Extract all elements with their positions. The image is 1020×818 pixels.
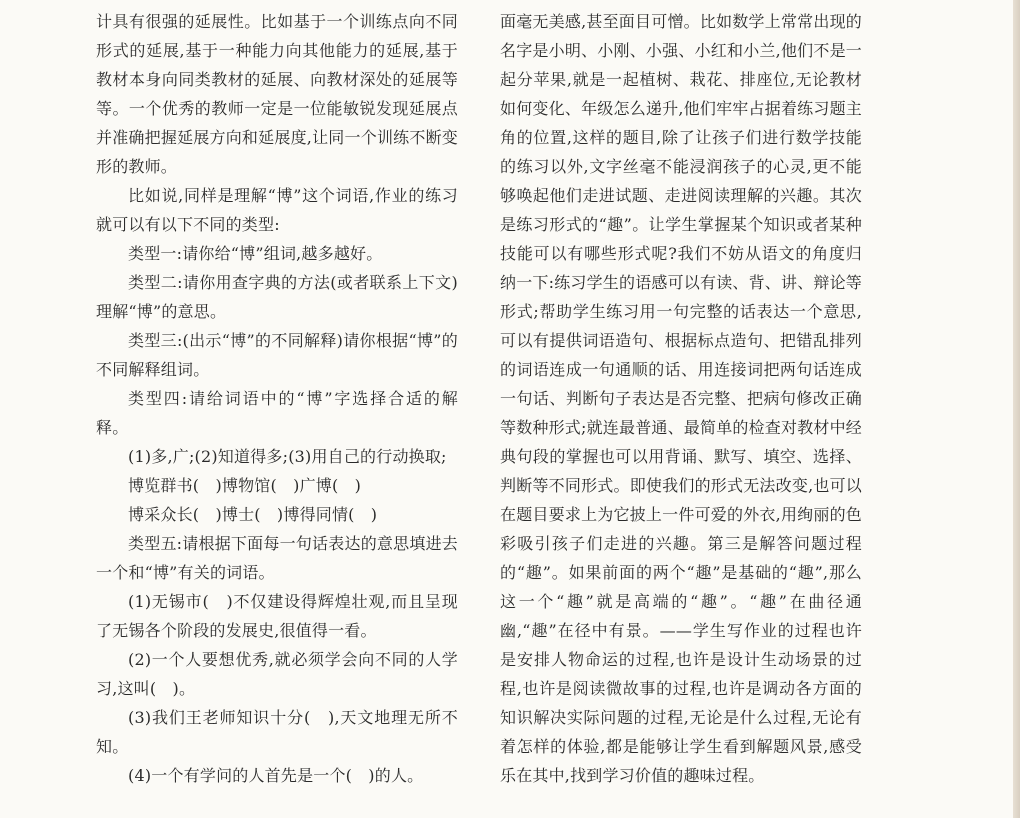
paragraph: 计具有很强的延展性。比如基于一个训练点向不同形式的延展,基于一种能力向其他能力的延展,基于教材本身向同类教材的延展、向教材深处的延展等等。一个优秀的教师一定是一位能敏锐发现延展点并准确把握延展方向和延展度,让同一个训练不断变形的教师。 — [96, 12, 458, 176]
left-text-column — [96, 7, 458, 790]
paragraph: 博采众长( )博士( )博得同情( ) — [128, 505, 378, 524]
paragraph: 博览群书( )博物馆( )广博( ) — [128, 476, 362, 495]
paragraph: 类型四:请给词语中的“博”字选择合适的解释。 — [96, 389, 458, 437]
paragraph: (4)一个有学问的人首先是一个( )的人。 — [128, 766, 424, 785]
paragraph: 类型一:请你给“博”组词,越多越好。 — [128, 244, 383, 263]
paragraph: 比如说,同样是理解“博”这个词语,作业的练习就可以有以下不同的类型: — [96, 186, 458, 234]
paragraph: 类型五:请根据下面每一句话表达的意思填进去一个和“博”有关的词语。 — [96, 534, 458, 582]
page-edge — [1013, 0, 1020, 818]
paragraph: (1)多,广;(2)知道得多;(3)用自己的行动换取; — [128, 447, 447, 466]
paragraph: (2)一个人要想优秀,就必须学会向不同的人学习,这叫( )。 — [96, 650, 458, 698]
paragraph: 类型二:请你用查字典的方法(或者联系上下文)理解“博”的意思。 — [96, 273, 458, 321]
paragraph: (3)我们王老师知识十分( ),天文地理无所不知。 — [96, 708, 458, 756]
paragraph: 面毫无美感,甚至面目可憎。比如数学上常常出现的名字是小明、小刚、小强、小红和小兰,他们不是一起分苹果,就是一起植树、栽花、排座位,无论教材如何变化、年级怎么递升,他们牢牢占据着练习题主角的位置,这样的题目,除了让孩子们进行数学技能的练习以外,文字丝毫不能浸润孩子的心灵,更不能够唤起他们走进试题、走进阅读理解的兴趣。其次是练习形式的“趣”。让学生掌握某个知识或者某种技能可以有哪些形式呢?我们不妨从语文的角度归纳一下:练习学生的语感可以有读、背、讲、辩论等形式;帮助学生练习用一句完整的话表达一个意思,可以有提供词语造句、根据标点造句、把错乱排列的词语连成一句通顺的话、用连接词把两句话连成一句话、判断句子表达是否完整、把病句修改正确等数种形式;就连最普通、最简单的检查对教材中经典句段的掌握也可以用背诵、默写、填空、选择、判断等不同形式。即使我们的形式无法改变,也可以在题目要求上为它披上一件可爱的外衣,用绚丽的色彩吸引孩子们走进的兴趣。第三是解答问题过程的“趣”。如果前面的两个“趣”是基础的“趣”,那么这一个“趣”就是高端的“趣”。“趣”在曲径通幽,“趣”在径中有景。——学生写作业的过程也许是安排人物命运的过程,也许是设计生动场景的过程,也许是阅读微故事的过程,也许是调动各方面的知识解决实际问题的过程,无论是什么过程,无论有着怎样的体验,都是能够让学生看到解题风景,感受乐在其中,找到学习价值的趣味过程。 — [500, 12, 862, 785]
paragraph: 类型三:(出示“博”的不同解释)请你根据“博”的不同解释组词。 — [96, 331, 458, 379]
right-text-column — [500, 7, 862, 790]
paragraph: (1)无锡市( )不仅建设得辉煌壮观,而且呈现了无锡各个阶段的发展史,很值得一看。 — [96, 592, 458, 640]
